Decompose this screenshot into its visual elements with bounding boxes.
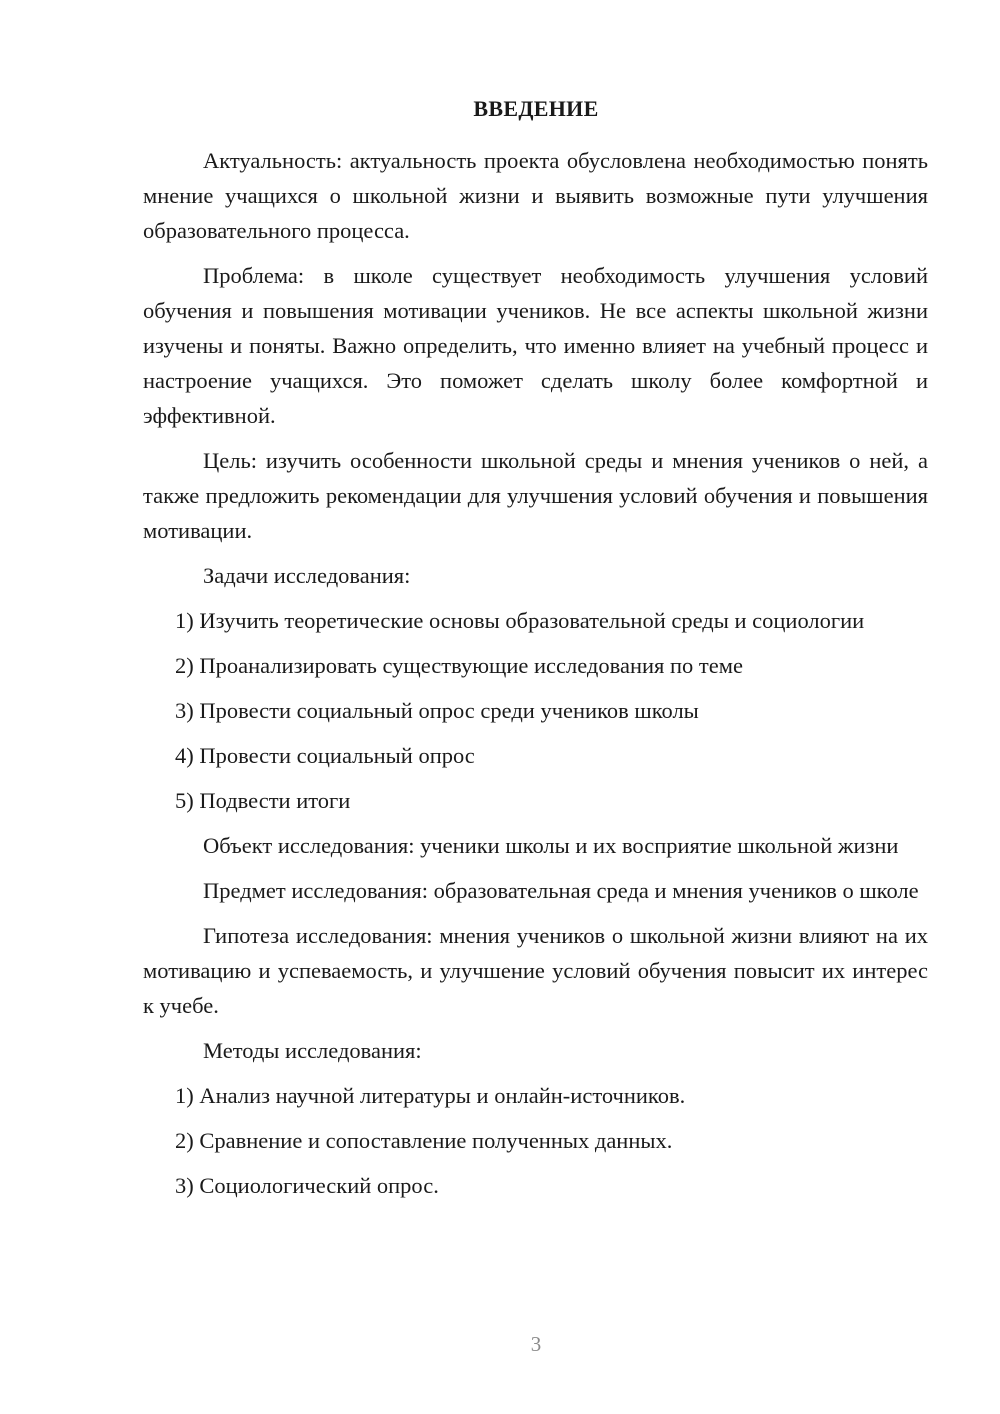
- object-paragraph: Объект исследования: ученики школы и их восприятие школьной жизни: [203, 833, 899, 858]
- task-item: 1) Изучить теоретические основы образовательной среды и социологии: [175, 608, 865, 633]
- method-item: 3) Социологический опрос.: [175, 1173, 439, 1198]
- subject-paragraph: Предмет исследования: образовательная среда и мнения учеников о школе: [203, 878, 919, 903]
- relevance-paragraph: Актуальность: актуальность проекта обусловлена необходимостью понять мнение учащихся о школьной жизни и выявить возможные пути улучшения образовательного процесса.: [143, 148, 928, 243]
- task-item: 4) Провести социальный опрос: [175, 743, 475, 768]
- method-item: 1) Анализ научной литературы и онлайн-источников.: [175, 1083, 686, 1108]
- goal-paragraph: Цель: изучить особенности школьной среды и мнения учеников о ней, а также предложить рекомендации для улучшения условий обучения и повышения мотивации.: [143, 448, 928, 543]
- problem-paragraph: Проблема: в школе существует необходимость улучшения условий обучения и повышения мотивации учеников. Не все аспекты школьной жизни изучены и поняты. Важно определить, что именно влияет на учебный процесс и настроение учащихся. Это поможет сделать школу более комфортной и эффективной.: [143, 263, 928, 428]
- task-item: 3) Провести социальный опрос среди учеников школы: [175, 698, 699, 723]
- task-item: 5) Подвести итоги: [175, 788, 351, 813]
- task-item: 2) Проанализировать существующие исследования по теме: [175, 653, 743, 678]
- method-item: 2) Сравнение и сопоставление полученных данных.: [175, 1128, 673, 1153]
- page-number: 3: [530, 1332, 542, 1356]
- document-body: [143, 143, 928, 1213]
- hypothesis-paragraph: Гипотеза исследования: мнения учеников о школьной жизни влияют на их мотивацию и успеваемость, и улучшение условий обучения повысит их интерес к учебе.: [143, 923, 928, 1018]
- tasks-heading: Задачи исследования:: [203, 563, 411, 588]
- methods-heading: Методы исследования:: [203, 1038, 422, 1063]
- page-title: ВВЕДЕНИЕ: [473, 96, 599, 121]
